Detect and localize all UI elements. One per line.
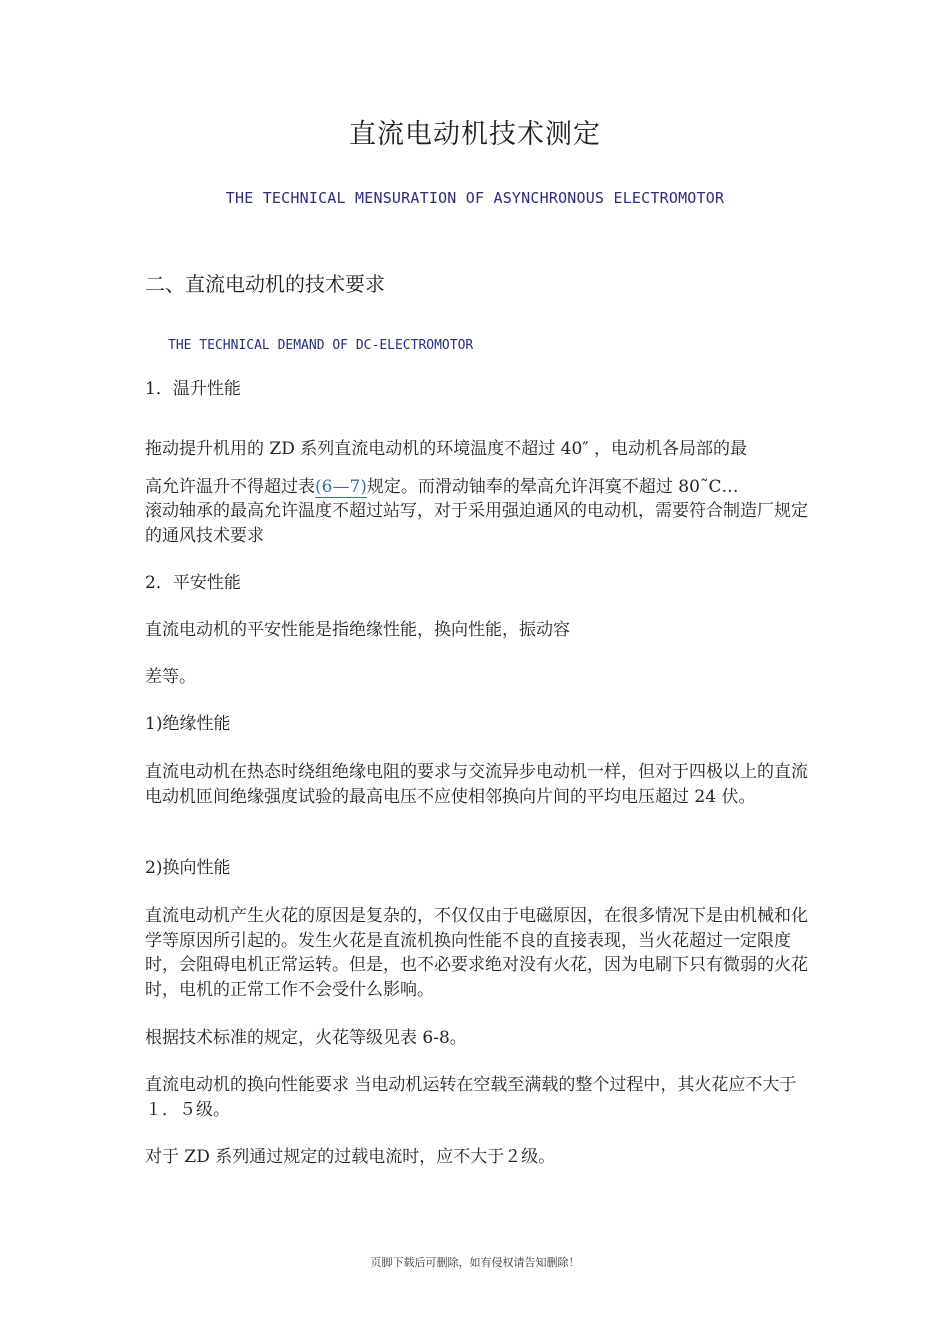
section-subtitle-en: THE TECHNICAL DEMAND OF DC-ELECTROMOTOR (168, 338, 474, 353)
heading-commutation: 2)换向性能 (145, 858, 231, 878)
paragraph-temperature-line2 (145, 475, 810, 500)
heading-insulation: 1)绝缘性能 (145, 714, 231, 734)
paragraph-temperature-text-b: 规定。而滑动铀奉的晕高允许洱寞不超过 80˜C… (366, 477, 739, 497)
table-reference-link[interactable]: (6—7) (315, 477, 367, 497)
paragraph-commutation-requirement: 直流电动机的换向性能要求 当电动机运转在空载至满载的整个过程中，其火花应不大于１．５级。 (145, 1075, 797, 1120)
section-title: 二、直流电动机的技术要求 (145, 272, 385, 296)
paragraph-spark-grade: 根据技术标准的规定，火花等级见表 6-8。 (145, 1028, 467, 1048)
heading-safety: 2．平安性能 (145, 573, 241, 593)
document-title: 直流电动机技术测定 (349, 119, 601, 150)
paragraph-safety-line1: 直流电动机的平安性能是指绝缘性能，换向性能，振动容 (145, 620, 570, 640)
page-footer: 页脚下载后可删除，如有侵权请告知删除！ (370, 1256, 580, 1269)
paragraph-temperature-rest: 滚动轴承的最高允许温度不超过站写，对于采用强迫通风的电动机，需要符合制造厂规定的通风技术要求 (145, 501, 808, 546)
paragraph-temperature-line1: 拖动提升机用的 ZD 系列直流电动机的环境温度不超过 40″ ，电动机各局部的最 (145, 439, 748, 459)
paragraph-insulation: 直流电动机在热态时绕组绝缘电阻的要求与交流异步电动机一样，但对于四极以上的直流电动机匝间绝缘强度试验的最高电压不应使相邻换向片间的平均电压超过 24 伏。 (145, 762, 808, 807)
heading-temperature-rise: 1．温升性能 (145, 379, 241, 399)
document-subtitle-en: THE TECHNICAL MENSURATION OF ASYNCHRONOUS ELECTROMOTOR (225, 189, 725, 207)
paragraph-zd-overload: 对于 ZD 系列通过规定的过载电流时，应不大于２级。 (145, 1147, 556, 1167)
paragraph-commutation: 直流电动机产生火花的原因是复杂的，不仅仅由于电磁原因，在很多情况下是由机械和化学等原因所引起的。发生火花是直流机换向性能不良的直接表现，当火花超过一定限度时，会阻碍电机正常运转。但是，也不必要求绝对没有火花，因为电刷下只有微弱的火花时，电机的正常工作不会受什么影响。 (145, 906, 808, 1000)
paragraph-temperature-text-a: 高允许温升不得超过表 (145, 477, 315, 497)
paragraph-safety-line2: 差等。 (145, 667, 196, 687)
